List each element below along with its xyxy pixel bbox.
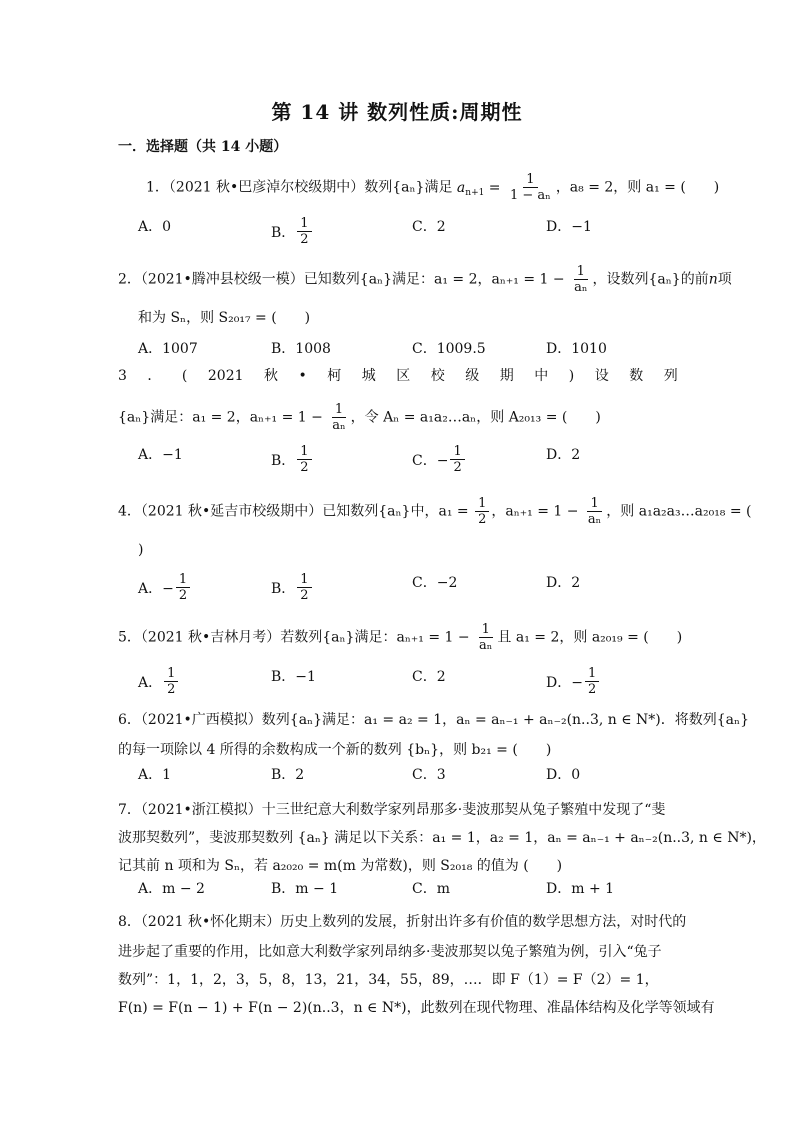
option-c[interactable]: C．2: [412, 219, 446, 235]
question-8-line-4: F(n) = F(n − 1) + F(n − 2)(n..3，n ∈ N*)，此数列在现代物理、准晶体结构及化学等领域有: [118, 1000, 715, 1016]
question-3: 3 ． ( 2021 秋 • 柯 城 区 校 级 期 中 ) 设 数 列: [118, 368, 678, 384]
option-a[interactable]: A．1007: [138, 341, 198, 357]
option-c[interactable]: C．2: [412, 669, 446, 685]
option-d[interactable]: D．−1: [546, 219, 592, 235]
question-8-line-3: 数列”：1，1，2，3，5，8，13，21，34，55，89，…．即 F（1）= F（2）= 1，: [118, 972, 659, 988]
question-3-options: [138, 444, 678, 484]
option-b[interactable]: B．2: [271, 767, 305, 783]
option-a[interactable]: A．−1: [138, 447, 183, 463]
option-a[interactable]: A．m − 2: [138, 881, 205, 897]
option-d[interactable]: D．m + 1: [546, 881, 615, 897]
option-b[interactable]: B．−1: [271, 669, 316, 685]
question-2: 2．（2021•腾冲县校级一模）已知数列{aₙ}满足：a₁ = 2，aₙ₊₁ = 1 − $\frac{1}{\text{aₙ}}$ ，设数列{aₙ}的前n项: [118, 264, 732, 295]
question-7: 7．（2021•浙江模拟）十三世纪意大利数学家列昂那多·斐波那契从兔子繁殖中发现了“斐: [118, 802, 666, 818]
question-4-options: [138, 572, 678, 612]
option-d[interactable]: D．2: [546, 575, 581, 591]
question-6: 6．（2021•广西模拟）数列{aₙ}满足：a₁ = a₂ = 1，aₙ = aₙ₋₁ + aₙ₋₂(n..3, n ∈ N*)．将数列{aₙ}: [118, 712, 749, 728]
option-c[interactable]: C．− $\frac{1}{2}$: [412, 444, 467, 475]
question-7-line-2: 波那契数列”，斐波那契数列 {aₙ} 满足以下关系：a₁ = 1，a₂ = 1，aₙ = aₙ₋₁ + aₙ₋₂(n..3, n ∈ N*)，: [118, 830, 766, 846]
question-1-options: [138, 216, 678, 256]
option-b[interactable]: B． $\frac{1}{2}$: [271, 216, 314, 247]
question-8-line-2: 进步起了重要的作用，比如意大利数学家列昂纳多·斐波那契以兔子繁殖为例，引入“兔子: [118, 944, 662, 960]
question-8: 8．（2021 秋•怀化期末）历史上数列的发展，折射出许多有价值的数学思想方法，对时代的: [118, 914, 687, 930]
question-6-options: [138, 764, 678, 804]
option-d[interactable]: D．− $\frac{1}{2}$: [546, 666, 601, 697]
question-5-options: [138, 666, 678, 706]
option-c[interactable]: C．−2: [412, 575, 458, 591]
question-2-line-2: 和为 Sₙ，则 S₂₀₁₇ = ( ): [138, 310, 311, 326]
option-d[interactable]: D．0: [546, 767, 581, 783]
question-6-line-2: 的每一项除以 4 所得的余数构成一个新的数列 {bₙ}，则 b₂₁ = ( ): [118, 742, 552, 758]
question-4-line-2: ): [138, 542, 144, 558]
option-c[interactable]: C．1009.5: [412, 341, 486, 357]
question-4: 4．（2021 秋•延吉市校级期中）已知数列{aₙ}中，a₁ = $\frac{1}{2}$ ，aₙ₊₁ = 1 − $\frac{1}{\text{aₙ}}$ ，则 a₁a₂a₃…a₂₀₁₈ = (: [118, 496, 752, 527]
option-b[interactable]: B． $\frac{1}{2}$: [271, 572, 314, 603]
option-a[interactable]: A． $\frac{1}{2}$: [138, 666, 180, 697]
option-a[interactable]: A．1: [138, 767, 172, 783]
option-a[interactable]: A．− $\frac{1}{2}$: [138, 572, 192, 603]
option-b[interactable]: B．m − 1: [271, 881, 339, 897]
option-b[interactable]: B． $\frac{1}{2}$: [271, 444, 314, 475]
question-1: 1．（2021 秋•巴彦淖尔校级期中）数列{aₙ}满足 $a_{n+1}$ = $\frac{1}{\text{1 − aₙ}}$ ，a₈ = 2，则 a₁ = ( ): [146, 172, 720, 203]
question-7-line-3: 记其前 n 项和为 Sₙ，若 a₂₀₂₀ = m(m 为常数)，则 S₂₀₁₈ 的值为 ( ): [118, 858, 563, 874]
fraction: $\frac{1}{\text{1 − aₙ}}$: [510, 172, 551, 203]
section-heading: 一．选择题（共 14 小题）: [118, 139, 288, 155]
option-c[interactable]: C．m: [412, 881, 450, 897]
question-3-line-2: {aₙ}满足：a₁ = 2，aₙ₊₁ = 1 − $\frac{1}{\text{aₙ}}$ ，令 Aₙ = a₁a₂…aₙ，则 A₂₀₁₃ = ( ): [118, 402, 601, 433]
option-b[interactable]: B．1008: [271, 341, 331, 357]
option-c[interactable]: C．3: [412, 767, 446, 783]
option-a[interactable]: A．0: [138, 219, 172, 235]
page-title: 第 14 讲 数列性质:周期性: [271, 100, 523, 124]
question-5: 5．（2021 秋•吉林月考）若数列{aₙ}满足：aₙ₊₁ = 1 − $\frac{1}{\text{aₙ}}$ 且 a₁ = 2，则 a₂₀₁₉ = ( ): [118, 622, 683, 653]
option-d[interactable]: D．1010: [546, 341, 607, 357]
option-d[interactable]: D．2: [546, 447, 581, 463]
